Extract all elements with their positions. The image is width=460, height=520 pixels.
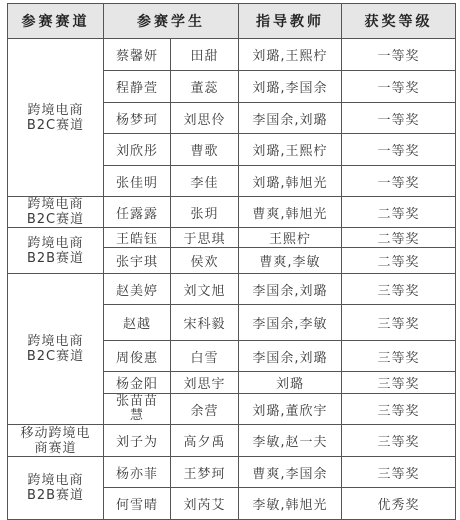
teacher-cell: 李敏,赵一夫 — [239, 425, 342, 457]
award-cell: 二等奖 — [342, 228, 456, 248]
award-cell: 三等奖 — [342, 341, 456, 372]
track-cell: 跨境电商 B2C赛道 — [8, 274, 104, 425]
award-cell: 二等奖 — [342, 197, 456, 228]
teacher-cell: 刘璐,李国余 — [239, 71, 342, 103]
header-track: 参赛赛道 — [8, 4, 104, 39]
track-cell: 跨境电商 B2B赛道 — [8, 228, 104, 274]
award-cell: 一等奖 — [342, 39, 456, 71]
track-cell: 跨境电商 B2C赛道 — [8, 39, 104, 197]
teacher-cell: 曹爽,李国余 — [239, 457, 342, 488]
award-cell: 三等奖 — [342, 425, 456, 457]
table-row — [8, 425, 456, 457]
student-2-cell: 刘思宇 — [171, 372, 239, 394]
student-1-cell: 刘子为 — [104, 425, 171, 457]
table-row — [8, 274, 456, 305]
award-cell: 二等奖 — [342, 248, 456, 274]
student-2-cell: 于思琪 — [171, 228, 239, 248]
teacher-cell: 曹爽,韩旭光 — [239, 197, 342, 228]
student-1-cell: 王皓钰 — [104, 228, 171, 248]
header-award: 获奖等级 — [342, 4, 456, 39]
track-cell: 跨境电商 B2B赛道 — [8, 457, 104, 520]
award-cell: 一等奖 — [342, 71, 456, 103]
teacher-cell: 刘璐,韩旭光 — [239, 166, 342, 197]
table-row — [8, 39, 456, 71]
track-cell: 移动跨境电 商赛道 — [8, 425, 104, 457]
student-2-cell: 宋科毅 — [171, 305, 239, 341]
award-cell: 一等奖 — [342, 103, 456, 134]
header-students: 参赛学生 — [104, 4, 239, 39]
header-row — [8, 4, 456, 39]
teacher-cell: 李国余,刘璐 — [239, 103, 342, 134]
student-2-cell: 刘思伶 — [171, 103, 239, 134]
award-cell: 三等奖 — [342, 394, 456, 425]
student-1-cell: 程静萱 — [104, 71, 171, 103]
student-2-cell: 刘文旭 — [171, 274, 239, 305]
student-1-cell: 杨梦珂 — [104, 103, 171, 134]
student-2-cell: 王梦珂 — [171, 457, 239, 488]
award-cell: 三等奖 — [342, 372, 456, 394]
teacher-cell: 王熙柠 — [239, 228, 342, 248]
student-2-cell: 李佳 — [171, 166, 239, 197]
table-row — [8, 197, 456, 228]
student-1-cell: 刘欣彤 — [104, 134, 171, 166]
award-cell: 三等奖 — [342, 274, 456, 305]
student-1-cell: 杨亦菲 — [104, 457, 171, 488]
header-teachers: 指导教师 — [239, 4, 342, 39]
student-1-cell: 杨金阳 — [104, 372, 171, 394]
award-cell: 三等奖 — [342, 305, 456, 341]
teacher-cell: 曹爽,李敏 — [239, 248, 342, 274]
student-1-cell: 何雪晴 — [104, 488, 171, 520]
student-2-cell: 刘芮艾 — [171, 488, 239, 520]
student-2-cell: 侯欢 — [171, 248, 239, 274]
student-2-cell: 田甜 — [171, 39, 239, 71]
student-1-cell: 赵越 — [104, 305, 171, 341]
teacher-cell: 刘璐,王熙柠 — [239, 134, 342, 166]
table-row — [8, 228, 456, 248]
teacher-cell: 李国余,李敏 — [239, 305, 342, 341]
student-2-cell: 高夕禹 — [171, 425, 239, 457]
table-row — [8, 457, 456, 488]
teacher-cell: 刘璐,董欣宇 — [239, 394, 342, 425]
student-1-cell: 赵美婷 — [104, 274, 171, 305]
track-cell: 跨境电商 B2C赛道 — [8, 197, 104, 228]
student-1-cell: 张佳明 — [104, 166, 171, 197]
student-1-cell: 张苗苗 慧 — [104, 394, 171, 425]
awards-table — [7, 3, 456, 520]
award-cell: 三等奖 — [342, 457, 456, 488]
teacher-cell: 李国余,刘璐 — [239, 274, 342, 305]
student-1-cell: 张宇琪 — [104, 248, 171, 274]
student-2-cell: 董蕊 — [171, 71, 239, 103]
award-cell: 一等奖 — [342, 134, 456, 166]
teacher-cell: 李国余,刘璐 — [239, 341, 342, 372]
student-1-cell: 周俊惠 — [104, 341, 171, 372]
student-1-cell: 任露露 — [104, 197, 171, 228]
teacher-cell: 刘璐 — [239, 372, 342, 394]
student-2-cell: 张玥 — [171, 197, 239, 228]
student-1-cell: 蔡馨妍 — [104, 39, 171, 71]
teacher-cell: 李敏,韩旭光 — [239, 488, 342, 520]
student-2-cell: 白雪 — [171, 341, 239, 372]
award-cell: 一等奖 — [342, 166, 456, 197]
student-2-cell: 曹歌 — [171, 134, 239, 166]
teacher-cell: 刘璐,王熙柠 — [239, 39, 342, 71]
student-2-cell: 余营 — [171, 394, 239, 425]
award-cell: 优秀奖 — [342, 488, 456, 520]
